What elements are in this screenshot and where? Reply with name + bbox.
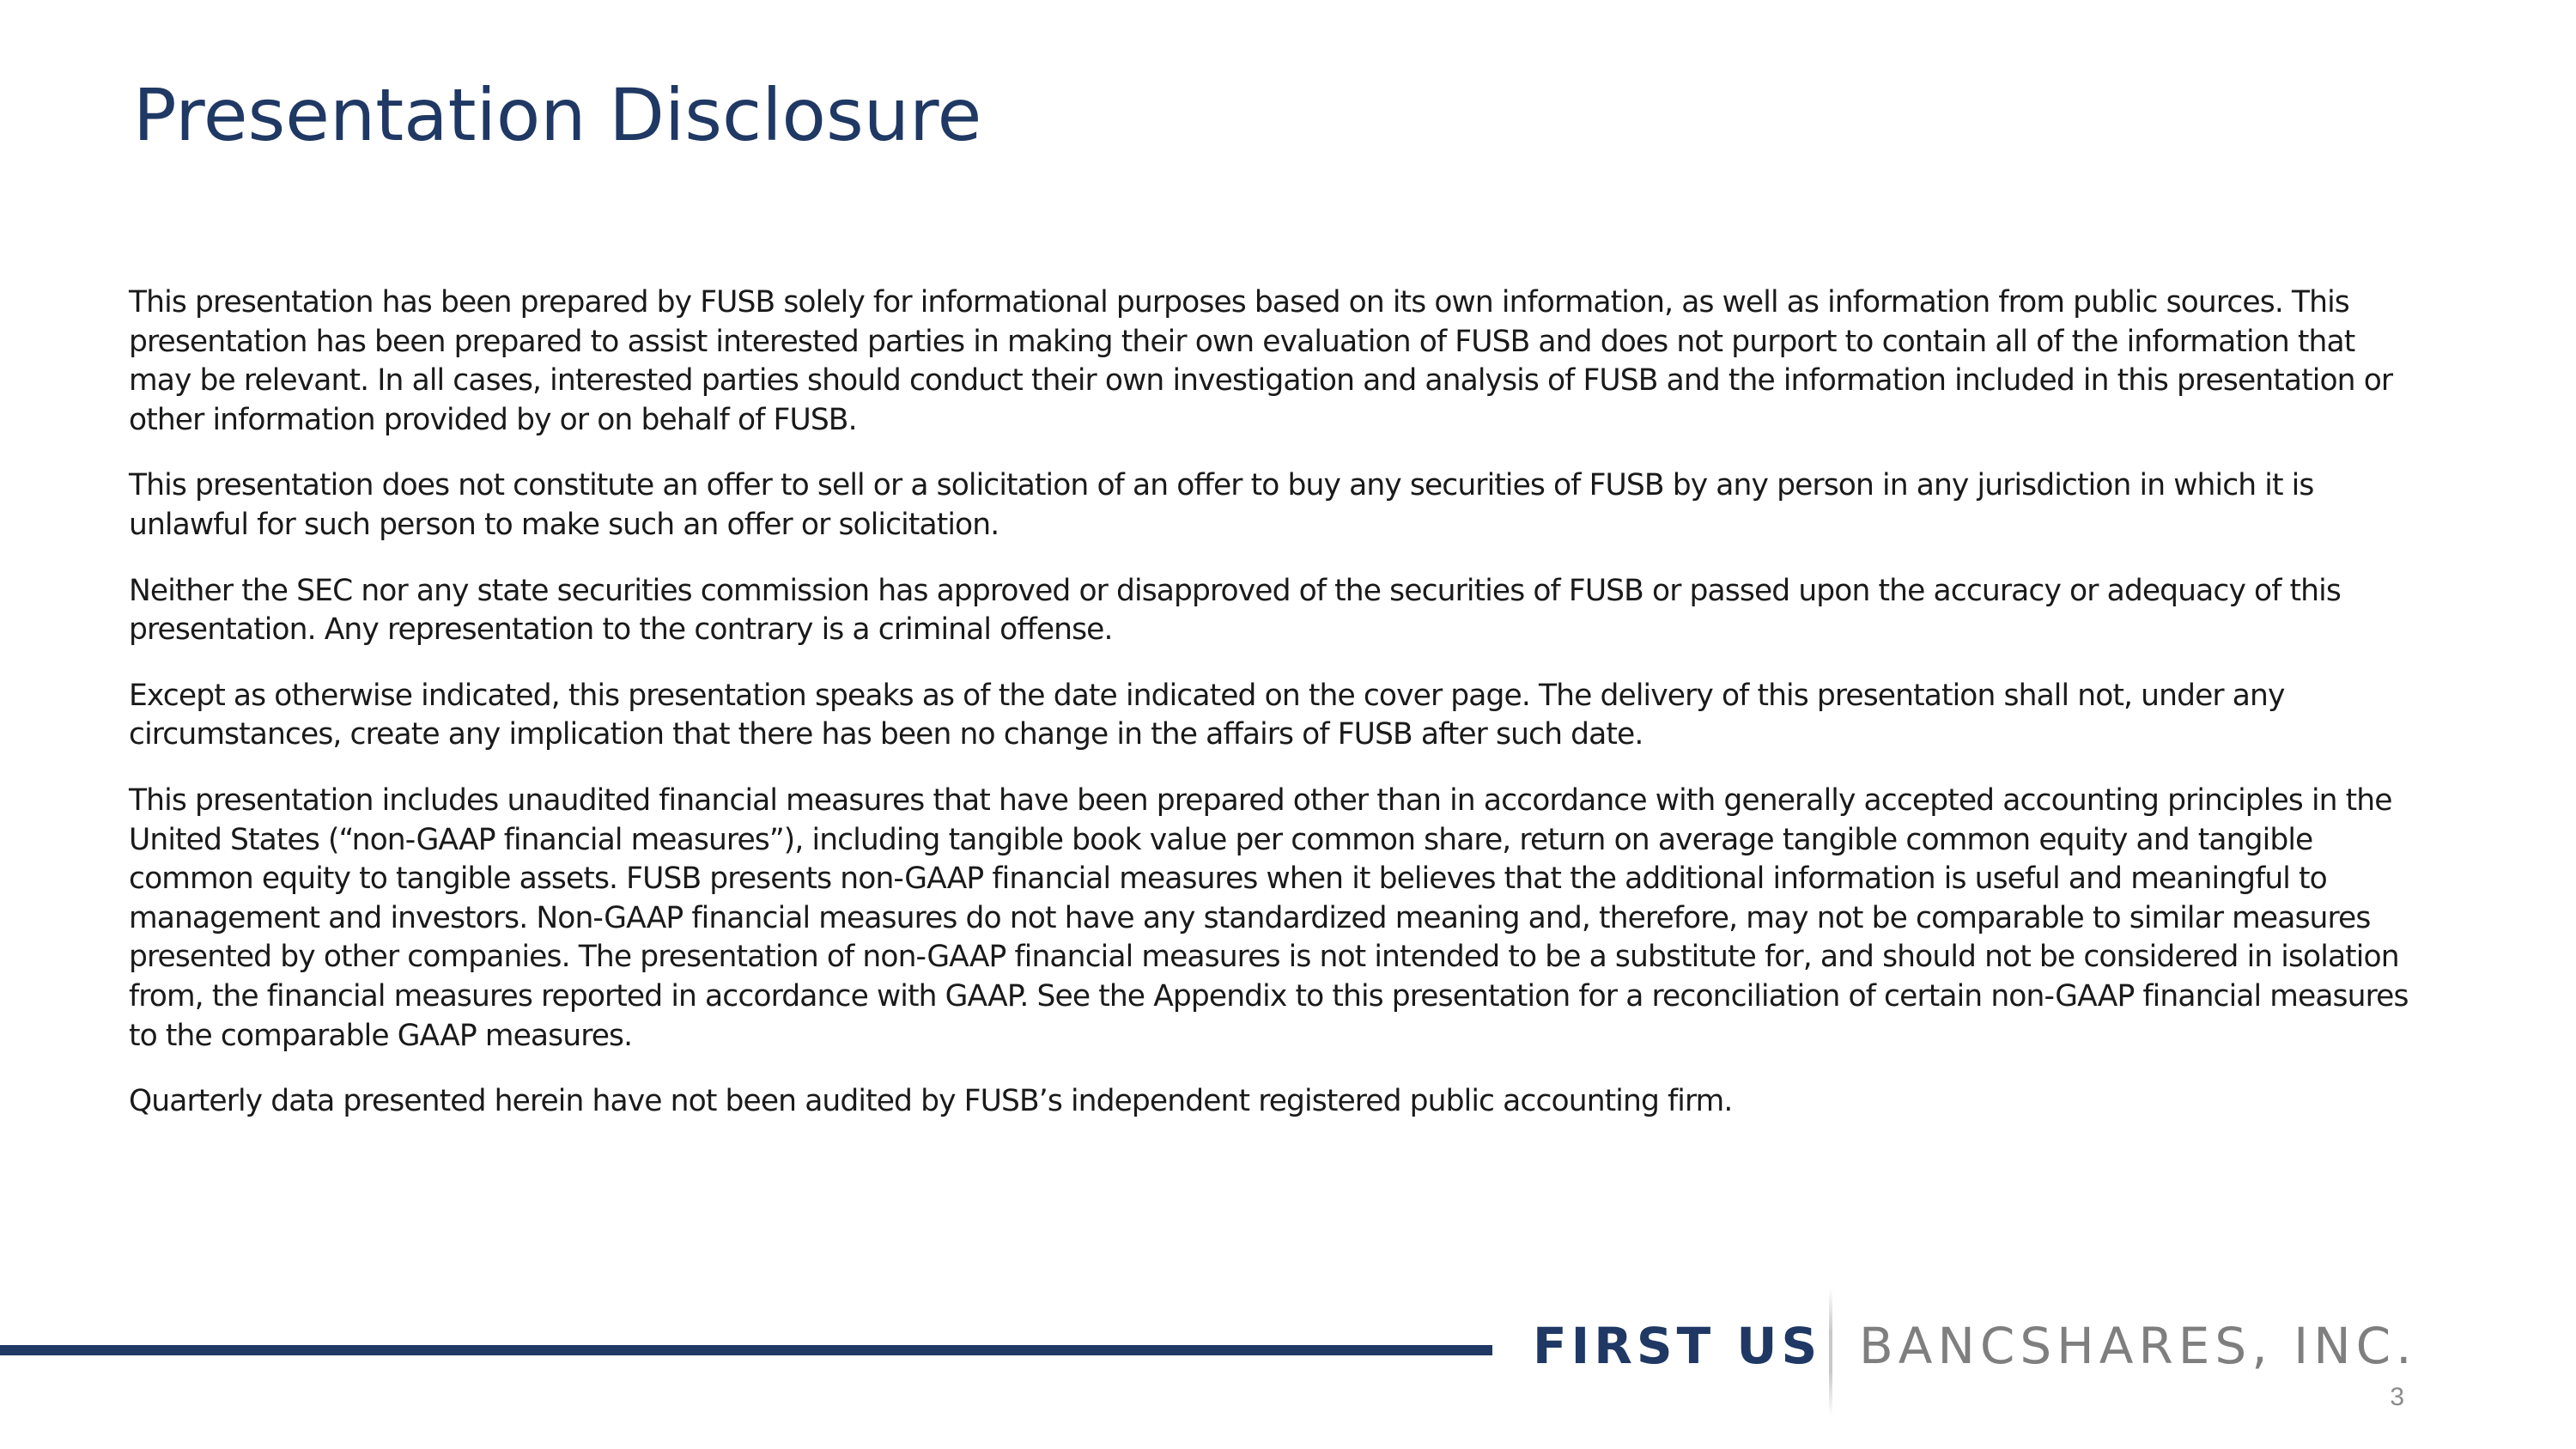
disclosure-paragraph: Quarterly data presented herein have not been audited by FUSB’s independent registered public accounting firm. — [129, 1084, 1733, 1119]
disclosure-paragraph: This presentation includes unaudited financial measures that have been prepared other than in accordance with generally accepted accounting principles in the United States (“non-GAAP financial measures”), including tangible book value per common share, return on average tangible common equity and tangible common equity to tangible assets. FUSB presents non-GAAP financial measures when it believes that the additional information is useful and meaningful to management and investors. Non-GAAP financial measures do not have any standardized meaning and, therefore, may not be comparable to similar measures presented by other companies. The presentation of non-GAAP financial measures is not intended to be a substitute for, and should not be considered in isolation from, the financial measures reported in accordance with GAAP. See the Appendix to this presentation for a reconciliation of certain non-GAAP financial measures to the comparable GAAP measures. — [129, 782, 2409, 1053]
slide-title: Presentation Disclosure — [133, 73, 982, 157]
disclosure-paragraph: This presentation has been prepared by FUSB solely for informational purposes based on its own information, as well as information from public sources. This presentation has been prepared to assist interested parties in making their own evaluation of FUSB and does not purport to contain all of the information that may be relevant. In all cases, interested parties should conduct their own investigation and analysis of FUSB and the information included in this presentation or other information provided by or on behalf of FUSB. — [129, 285, 2393, 437]
disclosure-body — [129, 283, 2421, 1148]
disclosure-paragraph: Except as otherwise indicated, this presentation speaks as of the date indicated on the cover page. The delivery of this presentation shall not, under any circumstances, create any implication that there has been no change in the affairs of FUSB after such date. — [129, 678, 2285, 752]
page-number: 3 — [2390, 1383, 2404, 1411]
disclosure-paragraph: This presentation does not constitute an offer to sell or a solicitation of an offer to buy any securities of FUSB by any person in any jurisdiction in which it is unlawful for such person to make such an offer or solicitation. — [129, 468, 2314, 542]
disclosure-paragraph: Neither the SEC nor any state securities commission has approved or disapproved of the securities of FUSB or passed upon the accuracy or adequacy of this presentation. Any representation to the contrary is a criminal offense. — [129, 573, 2341, 648]
logo-divider — [1829, 1288, 1832, 1416]
logo-primary-text: FIRST US — [1533, 1317, 1822, 1375]
footer-accent-bar — [0, 1345, 1492, 1355]
logo-secondary-text: BANCSHARES, INC. — [1859, 1317, 2417, 1375]
